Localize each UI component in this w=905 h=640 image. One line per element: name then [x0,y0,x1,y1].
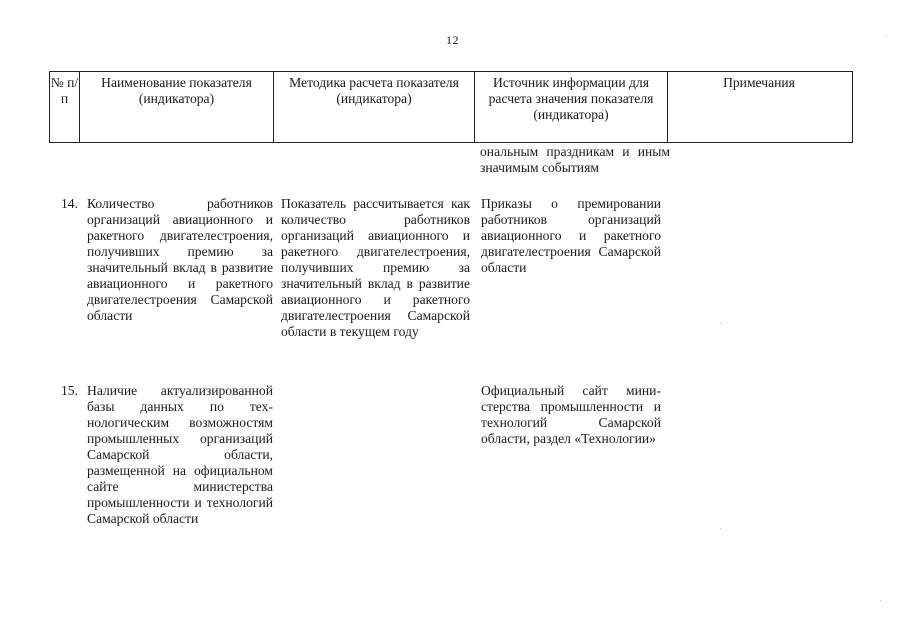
row-number: 14. [61,196,78,211]
indicator-name: Наличие актуализированной базы данных по технологическим возможностям промышленных организаций Самарской области, размещенной на официальном сайте министерства промышленности и технологий Самарской области [87,383,273,526]
indicator-name: Количество работников организаций авиационного и ракетного двигателестроения, получивших премию за значительный вклад в развитие авиационного и ракетного двигателестроения Самарской области [87,196,273,323]
scan-speck [880,600,881,601]
table-header [49,71,853,143]
calculation-method: Показатель рассчитывается как количество работников организаций авиационного и ракетного двигателестроения, получивших премию за значительный вклад в развитие авиационного и ракетного двигателестроения Самарской области в текущем году [281,196,470,339]
scan-speck [720,528,721,529]
information-source: Официальный сайт министерства промышленности и технологий Самарской области, раздел «Технологии» [481,383,661,446]
header-information-source: Источник информации для расчета значения показателя (индикатора) [474,72,667,142]
page-number: 12 [446,33,459,47]
header-indicator-name: Наименование показателя (индикатора) [79,72,273,142]
continued-source-text: ональным праздникам и иным значимым событиям [480,144,670,175]
information-source: Приказы о премировании работников организаций авиационного и ракетного двигателестроения Самарской области [481,196,661,275]
scan-speck [720,323,721,324]
scan-speck [885,36,886,37]
header-number: № п/п [50,75,79,106]
row-number: 15. [61,383,78,398]
header-notes: Примечания [667,72,850,142]
header-calculation-method: Методика расчета показателя (индикатора) [273,72,474,142]
